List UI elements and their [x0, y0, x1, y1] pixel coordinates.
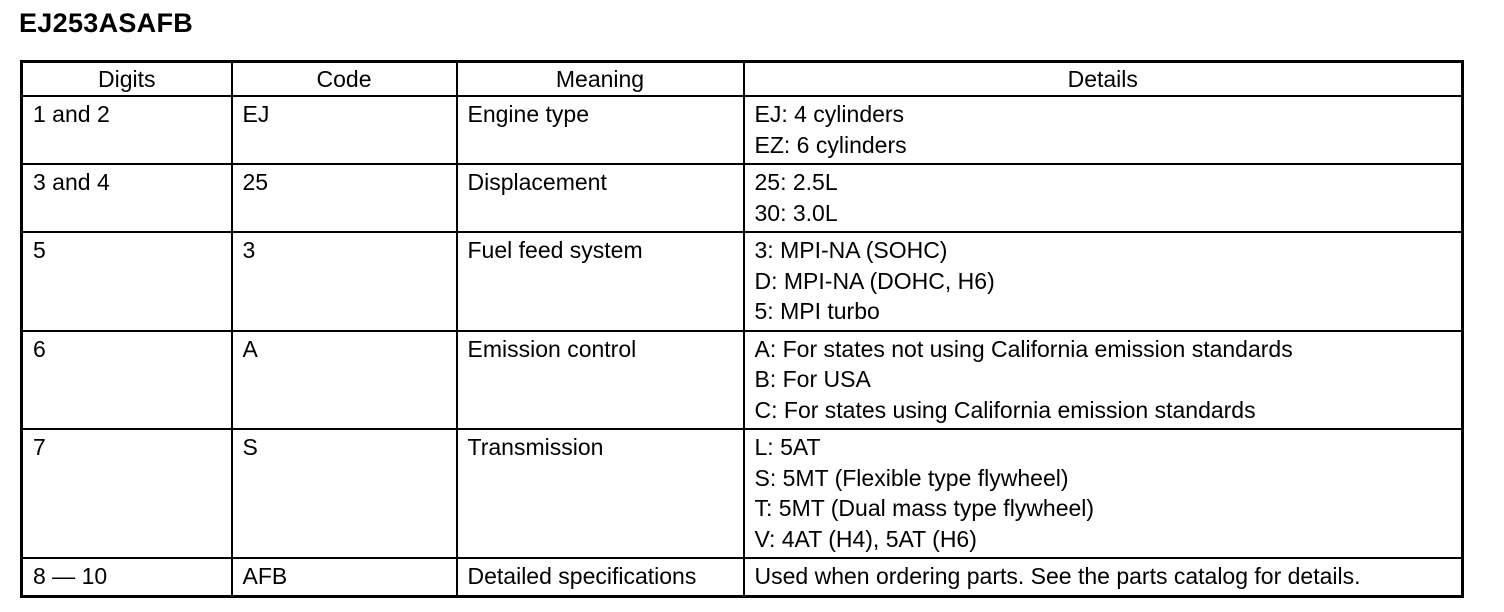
table-header-row [22, 62, 1463, 97]
cell-code: EJ [232, 96, 457, 164]
detail-line: L: 5AT [754, 434, 821, 460]
cell-code: AFB [232, 558, 457, 596]
table-row [22, 331, 1463, 430]
cell-code: 3 [232, 232, 457, 331]
cell-code: A [232, 331, 457, 430]
cell-details [744, 164, 1463, 232]
detail-line: 30: 3.0L [754, 199, 838, 226]
table-row [22, 558, 1463, 596]
cell-details [744, 96, 1463, 164]
detail-line: EZ: 6 cylinders [754, 131, 907, 158]
table-row [22, 164, 1463, 232]
detail-line: 5: MPI turbo [754, 298, 880, 324]
detail-line: D: MPI-NA (DOHC, H6) [754, 267, 995, 294]
header-digits: Digits [22, 62, 232, 97]
cell-code: S [232, 429, 457, 558]
cell-meaning: Emission control [457, 331, 744, 430]
detail-line: C: For states using California emission standards [754, 396, 1256, 423]
cell-digits: 6 [22, 331, 232, 430]
cell-meaning: Detailed specifications [457, 558, 744, 596]
header-code: Code [232, 62, 457, 97]
cell-details [744, 232, 1463, 331]
table-row [22, 429, 1463, 558]
detail-line: T: 5MT (Dual mass type flywheel) [754, 495, 1095, 521]
table-row [22, 232, 1463, 331]
detail-line: 25: 2.5L [754, 169, 838, 195]
header-details: Details [744, 62, 1463, 97]
detail-line: S: 5MT (Flexible type flywheel) [754, 464, 1069, 491]
cell-meaning: Fuel feed system [457, 232, 744, 331]
detail-line: V: 4AT (H4), 5AT (H6) [754, 525, 977, 552]
detail-line: B: For USA [754, 366, 871, 392]
cell-details [744, 429, 1463, 558]
cell-details [744, 331, 1463, 430]
detail-line: EJ: 4 cylinders [754, 101, 905, 127]
cell-digits: 7 [22, 429, 232, 558]
cell-meaning: Transmission [457, 429, 744, 558]
cell-details [744, 558, 1463, 596]
document-title: EJ253ASAFB [19, 8, 194, 38]
engine-code-table [20, 60, 1464, 598]
cell-digits: 5 [22, 232, 232, 331]
table-row [22, 96, 1463, 164]
detail-line: Used when ordering parts. See the parts catalog for details. [754, 563, 1361, 589]
header-meaning: Meaning [457, 62, 744, 97]
cell-digits: 8 — 10 [22, 558, 232, 596]
cell-code: 25 [232, 164, 457, 232]
cell-digits: 3 and 4 [22, 164, 232, 232]
detail-line: 3: MPI-NA (SOHC) [754, 237, 948, 263]
detail-line: A: For states not using California emission standards [754, 335, 1293, 362]
cell-meaning: Engine type [457, 96, 744, 164]
cell-digits: 1 and 2 [22, 96, 232, 164]
cell-meaning: Displacement [457, 164, 744, 232]
